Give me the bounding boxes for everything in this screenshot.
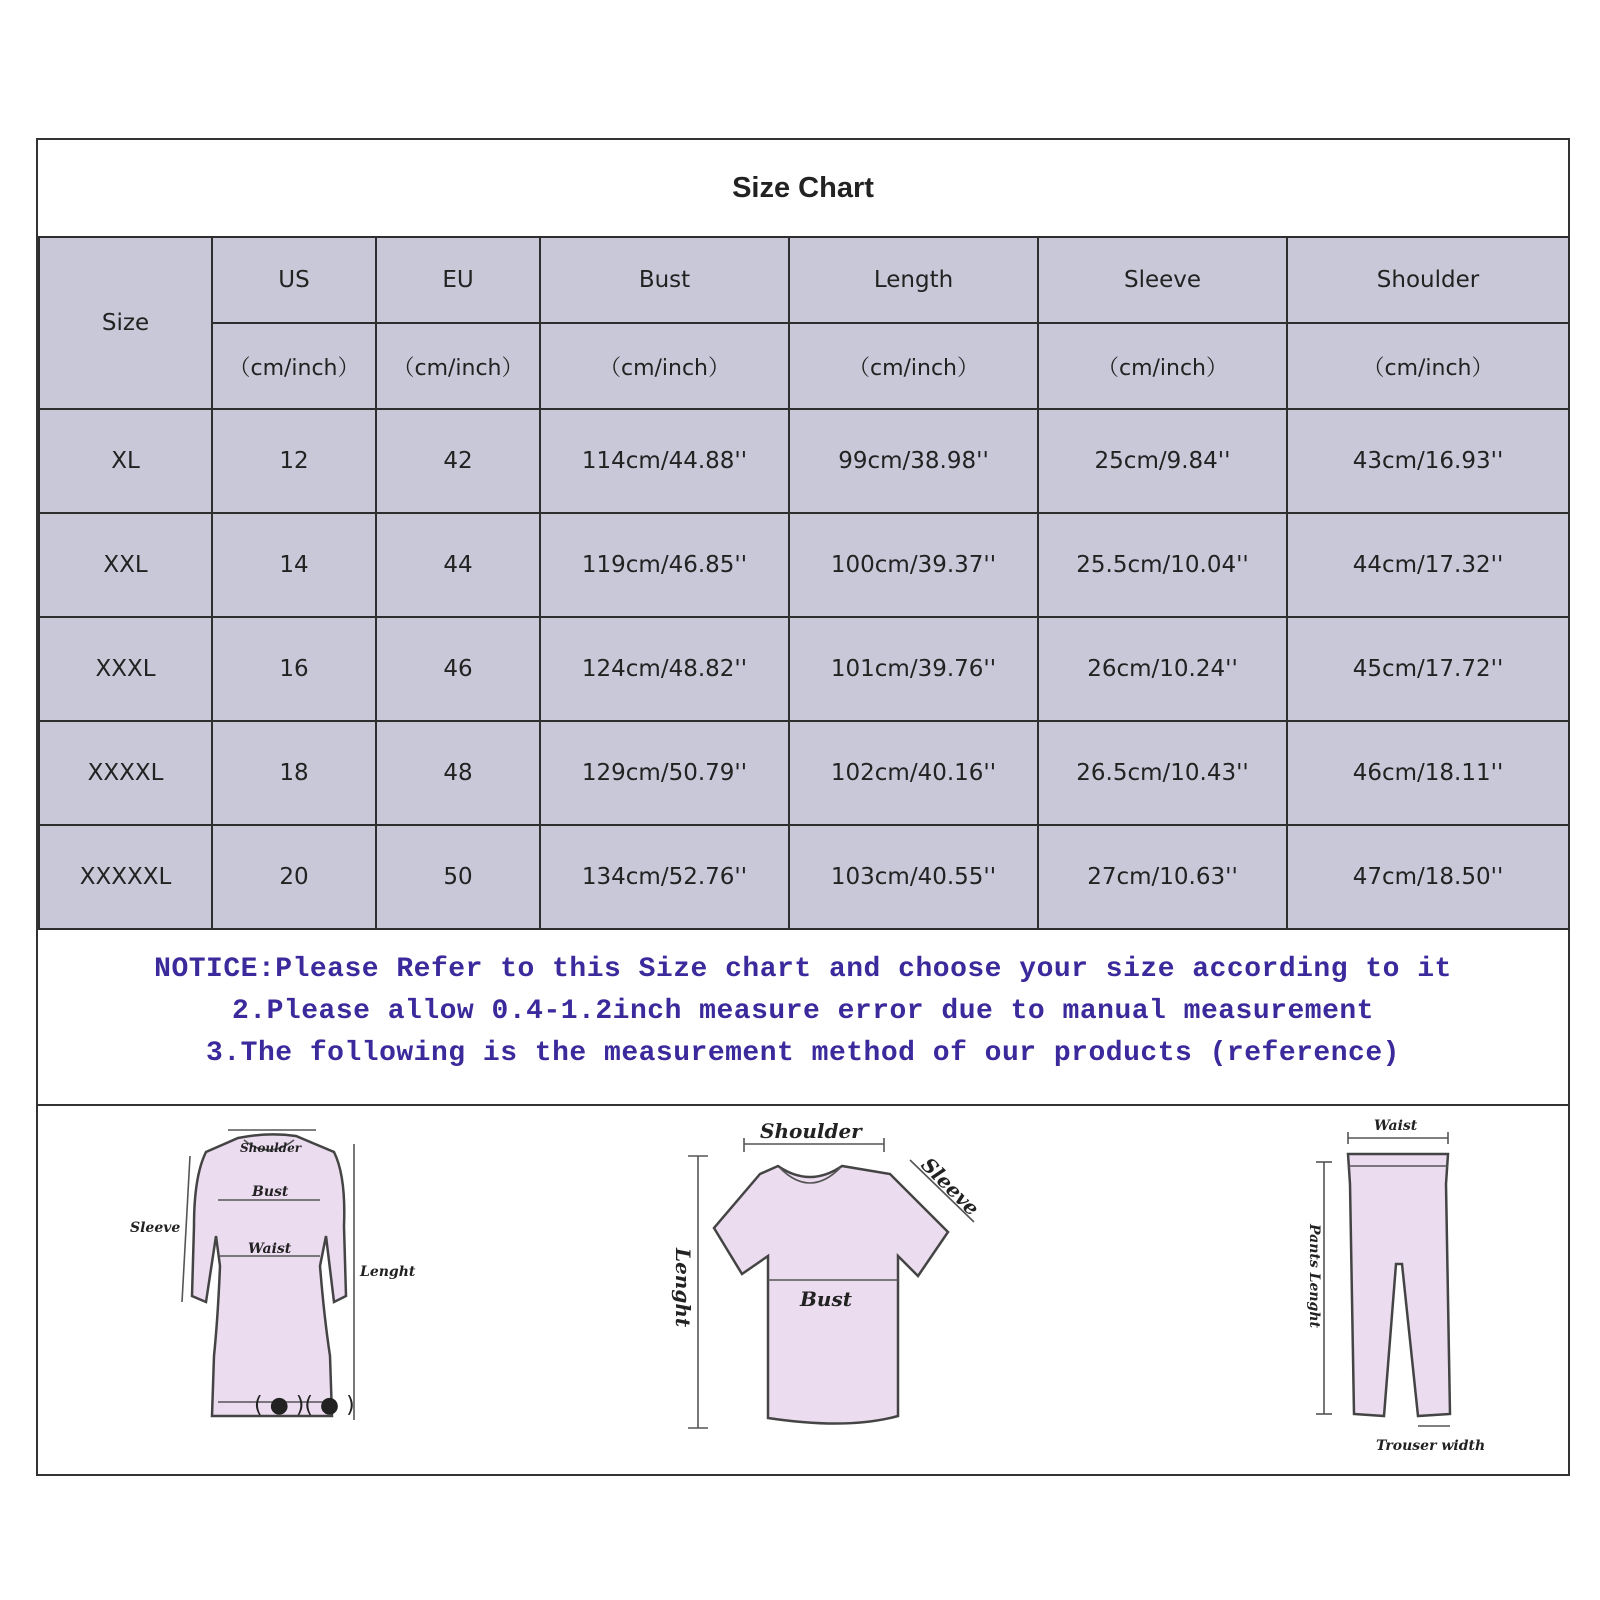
sleeve-cell: 26.5cm/10.43'' xyxy=(1038,721,1287,825)
size-cell: XXL xyxy=(39,513,212,617)
notice-line: 3.The following is the measurement method of our products (reference) xyxy=(206,1038,1400,1069)
dress-bust-label: Bust xyxy=(252,1184,289,1200)
dress-sleeve-label: Sleeve xyxy=(130,1220,181,1236)
unit-cell: （cm/inch） xyxy=(789,323,1038,409)
tshirt-sleeve-label: Sleeve xyxy=(916,1152,985,1221)
us-cell: 18 xyxy=(212,721,376,825)
us-cell: 14 xyxy=(212,513,376,617)
length-cell: 100cm/39.37'' xyxy=(789,513,1038,617)
tshirt-diagram xyxy=(658,1116,1038,1456)
unit-cell: （cm/inch） xyxy=(540,323,789,409)
us-cell: 12 xyxy=(212,409,376,513)
eu-cell: 48 xyxy=(376,721,540,825)
bust-cell: 119cm/46.85'' xyxy=(540,513,789,617)
measurement-diagrams xyxy=(38,1106,1568,1474)
hem-pattern-icon: ( ● )( ● ) xyxy=(254,1393,355,1418)
tshirt-length-label: Lenght xyxy=(671,1248,695,1328)
pants-shape xyxy=(1348,1154,1450,1416)
table-row xyxy=(39,721,1569,825)
dress-shoulder-label: Shoulder xyxy=(240,1141,302,1155)
unit-cell: （cm/inch） xyxy=(212,323,376,409)
size-chart-frame xyxy=(36,138,1570,1476)
length-cell: 99cm/38.98'' xyxy=(789,409,1038,513)
us-cell: 16 xyxy=(212,617,376,721)
header-shoulder: Shoulder xyxy=(1287,237,1569,323)
header-sleeve: Sleeve xyxy=(1038,237,1287,323)
shoulder-cell: 44cm/17.32'' xyxy=(1287,513,1569,617)
bust-cell: 114cm/44.88'' xyxy=(540,409,789,513)
size-header: Size xyxy=(39,237,212,409)
shoulder-cell: 47cm/18.50'' xyxy=(1287,825,1569,929)
size-cell: XXXXL xyxy=(39,721,212,825)
pants-width-label: Trouser width xyxy=(1376,1438,1486,1454)
table-row xyxy=(39,617,1569,721)
length-cell: 102cm/40.16'' xyxy=(789,721,1038,825)
unit-row xyxy=(39,323,1569,409)
dress-waist-label: Waist xyxy=(248,1241,292,1257)
tshirt-bust-label: Bust xyxy=(800,1287,852,1311)
bust-cell: 129cm/50.79'' xyxy=(540,721,789,825)
notice-block xyxy=(38,920,1568,1106)
bust-cell: 124cm/48.82'' xyxy=(540,617,789,721)
size-cell: XXXXXL xyxy=(39,825,212,929)
eu-cell: 50 xyxy=(376,825,540,929)
eu-cell: 42 xyxy=(376,409,540,513)
header-us: US xyxy=(212,237,376,323)
shoulder-cell: 43cm/16.93'' xyxy=(1287,409,1569,513)
chart-title: Size Chart xyxy=(38,140,1568,238)
tshirt-shoulder-label: Shoulder xyxy=(760,1119,862,1143)
sleeve-cell: 27cm/10.63'' xyxy=(1038,825,1287,929)
size-cell: XL xyxy=(39,409,212,513)
sleeve-guide xyxy=(182,1156,190,1302)
size-cell: XXXL xyxy=(39,617,212,721)
shoulder-cell: 45cm/17.72'' xyxy=(1287,617,1569,721)
sleeve-cell: 25cm/9.84'' xyxy=(1038,409,1287,513)
unit-cell: （cm/inch） xyxy=(1287,323,1569,409)
header-eu: EU xyxy=(376,237,540,323)
header-bust: Bust xyxy=(540,237,789,323)
header-length: Length xyxy=(789,237,1038,323)
notice-line: NOTICE:Please Refer to this Size chart and choose your size according to it xyxy=(154,954,1452,985)
pants-diagram xyxy=(1288,1114,1558,1464)
table-row xyxy=(39,409,1569,513)
shoulder-cell: 46cm/18.11'' xyxy=(1287,721,1569,825)
us-cell: 20 xyxy=(212,825,376,929)
length-cell: 103cm/40.55'' xyxy=(789,825,1038,929)
unit-cell: （cm/inch） xyxy=(1038,323,1287,409)
bust-cell: 134cm/52.76'' xyxy=(540,825,789,929)
size-table xyxy=(38,236,1570,930)
table-row xyxy=(39,825,1569,929)
eu-cell: 44 xyxy=(376,513,540,617)
sleeve-cell: 26cm/10.24'' xyxy=(1038,617,1287,721)
pants-length-label: Pants Lenght xyxy=(1306,1224,1322,1328)
pants-waist-label: Waist xyxy=(1374,1118,1418,1134)
table-row xyxy=(39,513,1569,617)
unit-cell: （cm/inch） xyxy=(376,323,540,409)
dress-diagram xyxy=(68,1116,428,1436)
dress-shape xyxy=(192,1134,346,1416)
eu-cell: 46 xyxy=(376,617,540,721)
sleeve-cell: 25.5cm/10.04'' xyxy=(1038,513,1287,617)
notice-line: 2.Please allow 0.4-1.2inch measure error due to manual measurement xyxy=(232,996,1374,1027)
length-cell: 101cm/39.76'' xyxy=(789,617,1038,721)
dress-length-label: Lenght xyxy=(360,1264,416,1280)
header-row xyxy=(39,237,1569,323)
